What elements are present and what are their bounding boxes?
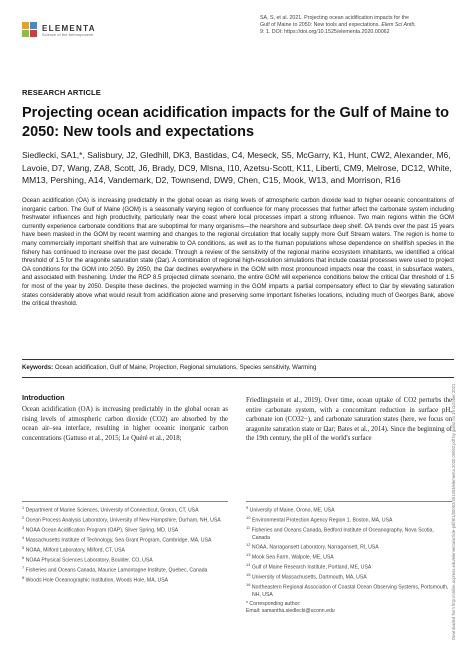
citation-title-end: Gulf of Maine to 2050: New tools and expectations. xyxy=(260,22,380,29)
affiliation: $^{15}$ University of Massachusetts, Dartmouth, MA, USA xyxy=(246,572,367,581)
citation xyxy=(260,15,455,37)
keywords-text: Ocean acidification, Gulf of Maine, Projection, Regional simulations, Species sensitivity, Warming xyxy=(54,364,317,371)
article-title: Projecting ocean acidification impacts for the Gulf of Maine to 2050: New tools and expectations xyxy=(22,105,449,140)
brand-name: ELEMENTA xyxy=(42,23,96,33)
affiliation: $^1$ Department of Marine Sciences, University of Connecticut, Groton, CT, USA xyxy=(22,505,199,514)
intro-left-column xyxy=(22,393,228,471)
article-type: RESEARCH ARTICLE xyxy=(22,88,101,97)
footnote-rule-right xyxy=(246,501,452,502)
intro-heading: Introduction xyxy=(22,393,65,402)
affiliation: $^9$ University of Maine, Orono, ME, USA xyxy=(246,505,335,514)
affiliation: $^7$ Fisheries and Oceans Canada, Maurice Lamontagne Institute, Quebec, Canada xyxy=(22,565,208,574)
affiliation: $^3$ NOAA Ocean Acidification Program (OAP), Silver Spring, MD, USA xyxy=(22,525,179,534)
keywords xyxy=(22,363,454,372)
citation-doi[interactable]: 9: 1. DOI: https://doi.org/10.1525/elementa.2020.00062 xyxy=(260,29,390,36)
affiliation: $^6$ NOAA Physical Sciences Laboratory, Boulder, CO, USA xyxy=(22,555,153,564)
affiliation: $^{11}$ Fisheries and Oceans Canada, Bedford Institute of Oceanography, Nova Scotia, Canada xyxy=(246,525,434,541)
download-sidebar-note: Downloaded from http://online.ucpress.edu/elementa/article-pdf/9/1/00062/451353/elementa.2020.00062.pdf by guest on 19 October 2021 xyxy=(451,383,456,640)
logo-mark-icon xyxy=(22,22,38,38)
affiliation: $^{13}$ Mook Sea Farm, Walpole, ME, USA xyxy=(246,551,334,561)
keywords-label: Keywords: xyxy=(22,364,54,371)
affiliation: $^{12}$ NOAA, Narragansett Laboratory, Narragansett, RI, USA xyxy=(246,541,379,551)
intro-left-text: Ocean acidification (OA) is increasing predictably in the global ocean as rising levels of atmospheric carbon dioxide (CO2) are absorbed by the ocean air–sea interface, resulting in higher oceanic inorganic carbon concentrations (Gattuso et al., 2015; Le Quéré et al., 2018; xyxy=(22,406,228,442)
citation-line-2 xyxy=(260,22,455,29)
affiliation: $^8$ Woods Hole Oceanographic Institution, Woods Hole, MA, USA xyxy=(22,575,169,584)
intro-right-text: Friedlingstein et al., 2019). Over time, ocean uptake of CO2 perturbs the entire carbonate system, with a concomitant reduction in surface pH, carbonate ion (CO32−), and carbonate saturation states (here, we focus on aragonite saturation state or Ωar; Bates et al., 2014). Since the beginning of the 19th century, the pH of the world's surface xyxy=(246,397,452,442)
elementa-logo xyxy=(22,22,96,38)
affiliation: $^{14}$ Gulf of Maine Research Institute, Portland, ME, USA xyxy=(246,561,372,571)
affiliations-left xyxy=(22,505,228,585)
citation-line-1: SA, S, et al. 2021. Projecting ocean acidification impacts for the xyxy=(260,15,409,21)
affiliation: $^{10}$ Environmental Protection Agency Region 1, Boston, MA, USA xyxy=(246,515,393,524)
intro-right-column xyxy=(246,396,452,500)
corresponding-author-label: * Corresponding author: xyxy=(246,600,301,607)
affiliation: $^5$ NOAA, Milford Laboratory, Milford, CT, USA xyxy=(22,545,125,554)
author-list: Siedlecki, SA1,*, Salisbury, J2, Gledhill, DK3, Bastidas, C4, Meseck, S5, McGarry, K1, Hunt, CW2, Alexander, M6, Lavoie, D7, Wang, ZA8, Scott, J6, Brady, DC9, Mlsna, I10, Azetsu-Scott, K11, Liberti, CM9, Melrose, DC12, White, MM13, Pershing, A14, Vandemark, D2, Townsend, DW9, Chen, C15, Mook, W13, and Morrison, R16 xyxy=(22,150,452,186)
corresponding-email[interactable]: Email: samantha.siedlecki@uconn.edu xyxy=(246,607,335,614)
brand-tagline: Science of the Anthropocene xyxy=(42,32,94,37)
affiliation: $^{16}$ Northeastern Regional Association of Coastal Ocean Observing Systems, Portsmouth, NH, USA xyxy=(246,582,449,598)
footnote-rule-left xyxy=(22,501,228,502)
abstract: Ocean acidification (OA) is increasing predictably in the global ocean as rising levels of atmospheric carbon dioxide lead to higher oceanic concentrations of inorganic carbon. The Gulf of Maine (GOM) is a seasonally varying region of confluence for many processes that further affect the carbonate system including freshwater influences and high productivity, particularly near the coast where local processes impart a strong influence. Two main regions within the GOM currently experience carbonate conditions that are suboptimal for many organisms—the nearshore and subsurface deep shelf. OA trends over the past 15 years have been masked in the GOM by recent warming and changes to the regional circulation that locally supply more Gulf Stream waters. The region is home to many commercially important shellfish that are vulnerable to OA conditions, as well as to the human populations whose dependence on shellfish species in the fishery has continued to increase over the past decade. Through a review of the sensitivity of the regional marine ecosystem inhabitants, we identified a critical threshold of 1.5 for the aragonite saturation state (Ωar). A combination of regional high-resolution simulations that include coastal processes were used to project OA conditions for the GOM into 2050. By 2050, the Ωar declines everywhere in the GOM with most pronounced impacts near the coast, in subsurface waters, and associated with freshening. Under the RCP 8.5 projected climate scenario, the entire GOM will experience conditions below the critical Ωar threshold of 1.5 for most of the year by 2050. Despite these declines, the projected warming in the GOM imparts a partial compensatory effect to Ωar by elevating saturation states considerably above what would result from acidification alone and preserving some important fisheries locations, including much of Georges Bank, above the critical threshold. xyxy=(22,198,454,308)
affiliations-right xyxy=(246,505,452,615)
affiliation: $^4$ Massachusetts Institute of Technology, Sea Grant Program, Cambridge, MA, USA xyxy=(22,535,212,544)
journal-name: Elem Sci Anth, xyxy=(381,22,416,29)
keywords-bottom-rule xyxy=(22,377,454,378)
keywords-top-rule xyxy=(22,359,454,360)
affiliation: $^2$ Ocean Process Analysis Laboratory, University of New Hampshire, Durham, NH, USA xyxy=(22,515,221,524)
